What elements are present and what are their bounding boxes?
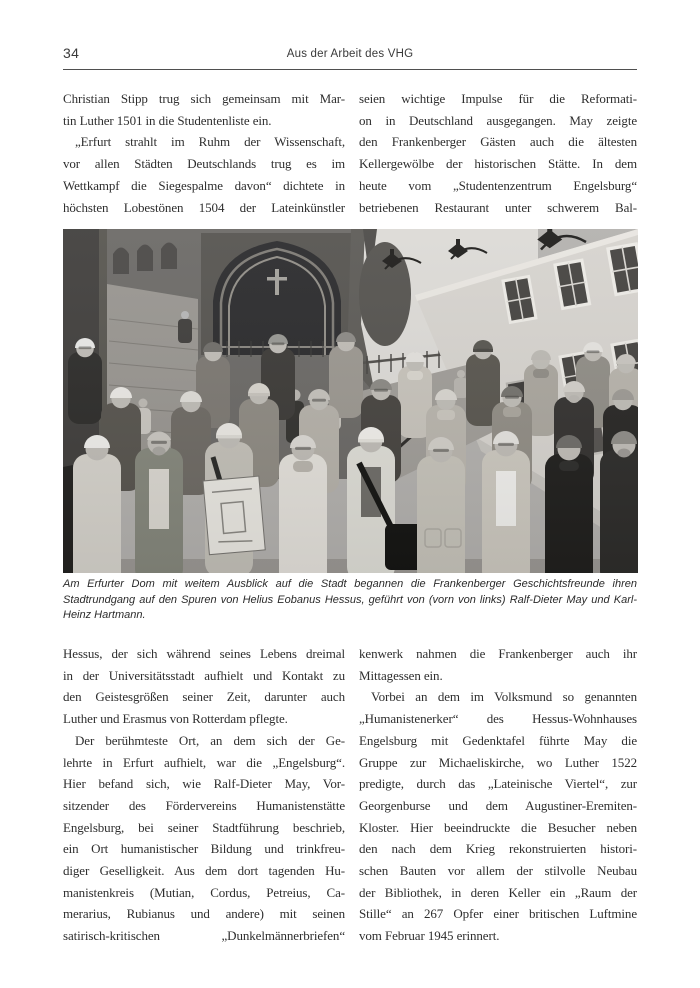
text-line: lehrte in Erfurt aufhielt, war die „Engelsburg“.	[63, 754, 345, 770]
text-line: höchsten Lobestönen 1504 der Lateinkünstler	[63, 199, 345, 215]
photo-caption	[63, 577, 637, 624]
text-line: Heinz Hartmann.	[63, 609, 146, 622]
text-line: in der Universitätsstadt aufhielt und Kontakt zu	[63, 667, 345, 683]
column-top-left	[63, 88, 345, 218]
column-top-right	[359, 88, 637, 218]
text-line: Hier befand sich, wie Ralf-Dieter May, Vor-	[63, 776, 345, 792]
group-photo-graphic	[63, 229, 638, 573]
group-photo	[63, 229, 638, 573]
text-line: Am Erfurter Dom mit weitem Ausblick auf die Stadt begannen die Frankenberger Geschichtsfreunde ihren	[63, 578, 637, 590]
text-line: Mittagessen ein.	[359, 667, 443, 683]
text-line: Gruppe zur Michaeliskirche, wo Luther 1522	[359, 754, 637, 770]
column-bottom-right	[359, 643, 637, 947]
text-line: Engelsburg, bei seiner Stadtführung beschrieb,	[63, 819, 345, 835]
text-line: Hessus, der sich während seines Lebens dreimal	[63, 646, 345, 661]
text-line: kenwerk nahmen die Frankenberger auch ihr	[359, 646, 637, 661]
text-line: sitzender des Fördervereins Humanistenstätte	[63, 797, 345, 813]
text-line: Stille“ an 267 Opfer einer britischen Luftmine	[359, 906, 637, 922]
text-line: den Geistesgrößen seiner Zeit, darunter auch	[63, 689, 345, 705]
text-line: satirisch-kritischen „Dunkelmännerbriefen“	[63, 928, 345, 944]
text-line: betriebenen Restaurant unter schwerem Bal-	[359, 199, 637, 215]
text-line: Christian Stipp trug sich gemeinsam mit Mar-	[63, 91, 345, 106]
text-line: vom Februar 1945 erinnert.	[359, 928, 500, 944]
text-line: Georgenburse und dem Augustiner-Eremiten-	[359, 797, 637, 813]
text-line: vor allen Städten Deutschlands trug es im	[63, 156, 345, 172]
text-line: „Humanistenerker“ des Hessus-Wohnhauses	[359, 711, 637, 727]
text-line: ein Ort humanistischer Bildung und trinkfreu-	[63, 841, 345, 857]
column-bottom-left	[63, 643, 345, 947]
header-rule	[63, 69, 637, 70]
text-line: diger Geselligkeit. Aus dem dort tagenden Hu-	[63, 863, 345, 879]
text-line: Der berühmteste Ort, an dem sich der Ge-	[75, 732, 345, 748]
text-line: Kellergewölbe der historischen Stätte. In dem	[359, 156, 637, 172]
text-line: tin Luther 1501 in die Studentenliste ein.	[63, 112, 272, 128]
text-line: Engelsburg mit Gedenktafel führte May die	[359, 732, 637, 748]
page-number: 34	[63, 45, 80, 61]
text-line: der Bibliothek, in deren Keller ein „Raum der	[359, 884, 637, 900]
text-line: Kloster. Hier beeindruckte die Besucher neben	[359, 819, 637, 835]
text-line: seien wichtige Impulse für die Reformati-	[359, 91, 637, 106]
text-line: den Frankenberger Gästen auch die ältesten	[359, 134, 637, 150]
text-line: predigte, durch das „Lateinische Viertel“, zur	[359, 776, 637, 792]
text-line: Wettkampf die Siegespalme davon“ dichtete in	[63, 177, 345, 193]
text-line: Luther und Erasmus von Rotterdam pflegte.	[63, 711, 288, 727]
text-line: Stadtrundgang auf den Spuren von Helius Eobanus Hessus, geführt von (vorn von links) Ralf-Dieter May und Karl-	[63, 593, 637, 606]
text-line: schen Bauten vor allem der stilvolle Neubau	[359, 863, 637, 879]
text-line: „Erfurt strahlt im Ruhm der Wissenschaft,	[75, 134, 345, 150]
text-line: on in Deutschland ausgegangen. May zeigte	[359, 112, 637, 128]
text-line: manistenkreis (Mutian, Cordus, Petreius, Ca-	[63, 884, 345, 900]
text-line: den nach dem Krieg rekonstruierten histori-	[359, 841, 637, 857]
running-header-title: Aus der Arbeit des VHG	[286, 48, 414, 60]
text-line: merarius, Rubianus und andere) mit seinen	[63, 906, 345, 922]
text-line: heute vom „Studentenzentrum Engelsburg“	[359, 177, 637, 193]
text-line: Vorbei an dem im Volksmund so genannten	[371, 689, 637, 705]
